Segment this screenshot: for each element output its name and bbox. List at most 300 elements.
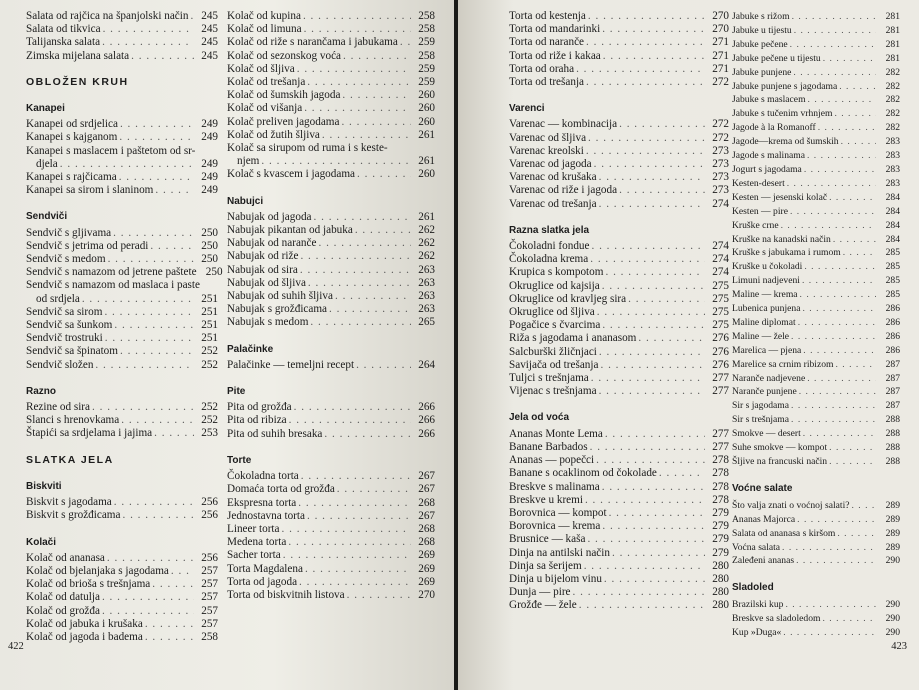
dot-leader bbox=[304, 23, 411, 36]
entry-title: Torta od jagoda bbox=[227, 575, 298, 588]
index-entry bbox=[227, 50, 435, 63]
page-reference: 276 bbox=[712, 345, 729, 358]
entry-title: Nabujak s medom bbox=[227, 316, 309, 329]
dot-leader bbox=[596, 454, 705, 467]
dot-leader bbox=[300, 250, 411, 263]
page-reference: 252 bbox=[201, 401, 218, 414]
entry-title: Salcburški žličnjaci bbox=[509, 345, 597, 358]
page-reference: 271 bbox=[712, 36, 729, 49]
dot-leader bbox=[803, 427, 876, 441]
page-reference: 277 bbox=[712, 440, 729, 453]
dot-leader bbox=[145, 631, 194, 644]
page-reference: 283 bbox=[885, 163, 900, 175]
index-entry bbox=[509, 280, 729, 293]
dot-leader bbox=[790, 205, 876, 219]
page-reference: 258 bbox=[418, 23, 435, 36]
dot-leader bbox=[837, 527, 876, 541]
dot-leader bbox=[782, 541, 876, 555]
dot-leader bbox=[619, 118, 705, 131]
index-entry bbox=[509, 63, 729, 76]
dot-leader bbox=[586, 36, 705, 49]
page-reference: 268 bbox=[418, 496, 435, 509]
index-entry bbox=[26, 605, 218, 618]
index-entry bbox=[732, 219, 900, 233]
dot-leader bbox=[113, 227, 194, 240]
page-reference: 284 bbox=[885, 205, 900, 217]
page-reference: 285 bbox=[885, 261, 900, 273]
entry-title: Kolač s kvascem i jagodama bbox=[227, 168, 355, 181]
page-reference: 289 bbox=[885, 527, 900, 539]
dot-leader bbox=[594, 158, 705, 171]
page-reference: 274 bbox=[712, 240, 729, 253]
entry-title: Pita od ribiza bbox=[227, 414, 287, 427]
entry-title: Borovnica — kompot bbox=[509, 506, 607, 519]
page-reference: 273 bbox=[712, 171, 729, 184]
entry-title: Varenac od krušaka bbox=[509, 171, 597, 184]
index-entry bbox=[509, 36, 729, 49]
dot-leader bbox=[818, 121, 876, 135]
entry-title: Maline — krema bbox=[732, 289, 798, 301]
dot-leader bbox=[781, 219, 876, 233]
page-reference: 252 bbox=[201, 358, 218, 371]
index-entry bbox=[509, 198, 729, 211]
index-entry bbox=[26, 401, 218, 414]
index-entry bbox=[509, 253, 729, 266]
entry-title: Torta od kestenja bbox=[509, 10, 586, 22]
entry-title: Kolač od šumskih jagoda bbox=[227, 89, 341, 102]
entry-title: Kolač od višanja bbox=[227, 102, 303, 115]
dot-leader bbox=[609, 507, 705, 520]
dot-leader bbox=[301, 470, 411, 483]
entry-title: Kup »Duga« bbox=[732, 627, 782, 639]
page-reference: 259 bbox=[418, 76, 435, 89]
page-reference: 263 bbox=[418, 290, 435, 303]
page-reference: 271 bbox=[712, 62, 729, 75]
page-reference: 264 bbox=[418, 358, 435, 371]
index-entry bbox=[227, 428, 435, 441]
entry-title: Varenac od riže i jagoda bbox=[509, 184, 618, 197]
page-reference: 269 bbox=[418, 549, 435, 562]
dot-leader bbox=[600, 359, 705, 372]
page-reference: 257 bbox=[201, 564, 218, 577]
index-entry bbox=[509, 240, 729, 253]
dot-leader bbox=[298, 497, 411, 510]
page-reference: 250 bbox=[205, 266, 223, 279]
dot-leader bbox=[190, 10, 194, 23]
dot-leader bbox=[337, 483, 411, 496]
index-entry bbox=[732, 135, 900, 149]
page-reference: 273 bbox=[712, 144, 729, 157]
dot-leader bbox=[347, 589, 411, 602]
index-entry bbox=[227, 359, 435, 372]
dot-leader bbox=[599, 385, 705, 398]
index-entry bbox=[227, 563, 435, 576]
index-entry bbox=[732, 513, 900, 527]
index-entry bbox=[26, 253, 218, 266]
index-entry bbox=[26, 631, 218, 644]
index-entry bbox=[227, 510, 435, 523]
index-entry bbox=[509, 481, 729, 494]
index-entry bbox=[732, 163, 900, 177]
entry-title: Kolač od sezonskog voća bbox=[227, 49, 342, 62]
entry-title: Torta Magdalena bbox=[227, 562, 303, 575]
dot-leader bbox=[628, 293, 705, 306]
entry-title: Kolač od grožđa bbox=[26, 604, 100, 617]
dot-leader bbox=[588, 10, 705, 23]
index-entry bbox=[26, 50, 218, 63]
entry-title: Krupica s kompotom bbox=[509, 266, 604, 279]
entry-title: Varenac — kombinacija bbox=[509, 118, 618, 131]
dot-leader bbox=[836, 358, 877, 372]
index-entry bbox=[509, 560, 729, 573]
page-reference: 261 bbox=[418, 210, 435, 223]
entry-title: Kolač od žutih šljiva bbox=[227, 128, 320, 141]
index-entry bbox=[26, 145, 218, 171]
section-heading: Sendviči bbox=[26, 211, 68, 223]
entry-title: Jagode—krema od šumskih bbox=[732, 136, 839, 148]
page-reference: 279 bbox=[712, 546, 729, 559]
page-reference: 287 bbox=[885, 358, 900, 370]
page-reference: 283 bbox=[885, 150, 900, 162]
dot-leader bbox=[599, 198, 705, 211]
entry-title: Voćna salata bbox=[732, 541, 781, 553]
page-reference: 277 bbox=[712, 427, 729, 440]
page-reference: 287 bbox=[885, 400, 900, 412]
entry-title: Jabuke pečene bbox=[732, 38, 788, 50]
left-page bbox=[0, 0, 456, 690]
dot-leader bbox=[310, 316, 411, 329]
entry-title: Medena torta bbox=[227, 536, 287, 549]
page-reference: 258 bbox=[418, 49, 435, 62]
index-entry bbox=[732, 288, 900, 302]
dot-leader bbox=[588, 132, 705, 145]
dot-leader bbox=[102, 605, 194, 618]
index-entry bbox=[26, 359, 218, 372]
page-reference: 260 bbox=[418, 168, 435, 181]
page-reference: 259 bbox=[418, 62, 435, 75]
dot-leader bbox=[282, 523, 412, 536]
dot-leader bbox=[579, 599, 705, 612]
page-reference: 281 bbox=[885, 52, 900, 64]
index-entry bbox=[227, 589, 435, 602]
dot-leader bbox=[102, 591, 194, 604]
dot-leader bbox=[586, 145, 705, 158]
index-entry bbox=[509, 23, 729, 36]
page-reference: 277 bbox=[712, 372, 729, 385]
page-reference: 275 bbox=[712, 319, 729, 332]
section-heading: Nabujci bbox=[227, 195, 264, 207]
page-reference: 288 bbox=[885, 442, 900, 454]
dot-leader bbox=[799, 385, 876, 399]
dot-leader bbox=[604, 573, 705, 586]
entry-title: Varenac kreolski bbox=[509, 144, 584, 157]
page-reference: 245 bbox=[201, 36, 218, 49]
page-reference: 251 bbox=[201, 292, 218, 305]
dot-leader bbox=[802, 274, 876, 288]
index-entry bbox=[509, 306, 729, 319]
entry-title: Sendvič s namazom od jetrene paštete bbox=[26, 266, 197, 279]
dot-leader bbox=[638, 332, 705, 345]
page-reference: 272 bbox=[712, 118, 729, 131]
index-entry bbox=[227, 549, 435, 562]
entry-title: Sendvič s jetrima od peradi bbox=[26, 239, 149, 252]
index-entry bbox=[732, 205, 900, 219]
index-entry bbox=[26, 306, 218, 319]
page-reference: 250 bbox=[201, 239, 218, 252]
dot-leader bbox=[114, 496, 194, 509]
section-heading: SLATKA JELA bbox=[26, 453, 114, 466]
entry-title: Torta od riže i kakaa bbox=[509, 49, 601, 62]
entry-title: Čokoladna torta bbox=[227, 470, 299, 483]
page-reference: 270 bbox=[712, 23, 729, 36]
dot-leader bbox=[790, 38, 876, 52]
dot-leader bbox=[804, 260, 876, 274]
section-heading: Torte bbox=[227, 454, 252, 466]
index-column bbox=[26, 10, 223, 644]
entry-title: Sendvič trostruki bbox=[26, 332, 103, 345]
section-heading: Pite bbox=[227, 386, 246, 398]
entry-title: Sir s trešnjama bbox=[732, 414, 790, 426]
page-reference: 275 bbox=[712, 292, 729, 305]
dot-leader bbox=[833, 233, 876, 247]
index-entry bbox=[227, 290, 435, 303]
entry-title: Dinja na antilski način bbox=[509, 546, 610, 559]
index-entry bbox=[26, 496, 218, 509]
page-reference: 285 bbox=[885, 275, 900, 287]
entry-title: Jogurt s jagodama bbox=[732, 163, 802, 175]
entry-title: Banane Barbados bbox=[509, 440, 588, 453]
index-entry bbox=[509, 10, 729, 23]
dot-leader bbox=[605, 428, 705, 441]
entry-title: Varenac od trešanja bbox=[509, 197, 597, 210]
page-reference: 266 bbox=[418, 427, 435, 440]
entry-title: Kesten-desert bbox=[732, 177, 785, 189]
dot-leader bbox=[119, 131, 194, 144]
index-entry bbox=[509, 372, 729, 385]
index-entry bbox=[509, 346, 729, 359]
index-entry bbox=[732, 385, 900, 399]
dot-leader bbox=[787, 177, 876, 191]
entry-title: Nabujak od riže bbox=[227, 250, 299, 263]
index-entry bbox=[732, 149, 900, 163]
page-reference: 280 bbox=[712, 572, 729, 585]
page-reference: 287 bbox=[885, 386, 900, 398]
index-entry bbox=[26, 23, 218, 36]
dot-leader bbox=[791, 399, 876, 413]
index-entry bbox=[732, 260, 900, 274]
entry-title: Okruglice od šljiva bbox=[509, 306, 595, 319]
entry-title: Kruške na kanadski način bbox=[732, 233, 831, 245]
page-reference: 287 bbox=[885, 372, 900, 384]
page-reference: 245 bbox=[201, 10, 218, 22]
dot-leader bbox=[602, 23, 705, 36]
index-entry bbox=[509, 132, 729, 145]
dot-leader bbox=[791, 330, 876, 344]
page-reference: 282 bbox=[885, 94, 900, 106]
entry-title: Nabujak od jagoda bbox=[227, 210, 312, 223]
index-entry bbox=[509, 428, 729, 441]
index-entry bbox=[26, 618, 218, 631]
dot-leader bbox=[602, 319, 705, 332]
page-reference: 270 bbox=[418, 588, 435, 601]
page-reference: 286 bbox=[885, 344, 900, 356]
entry-title: Zaleđeni ananas bbox=[732, 555, 795, 567]
dot-leader bbox=[822, 612, 876, 626]
entry-title: Savijača od trešanja bbox=[509, 358, 599, 371]
dot-leader bbox=[299, 576, 411, 589]
entry-title: Nabujak od suhih šljiva bbox=[227, 290, 333, 303]
entry-title: Riža s jagodama i ananasom bbox=[509, 332, 637, 345]
page-reference: 257 bbox=[201, 591, 218, 604]
index-entry bbox=[509, 266, 729, 279]
page-reference: 260 bbox=[418, 115, 435, 128]
entry-title: Banane s ocaklinom od čokolade bbox=[509, 467, 657, 480]
index-entry bbox=[26, 266, 223, 279]
index-entry bbox=[509, 171, 729, 184]
index-entry bbox=[732, 233, 900, 247]
index-entry bbox=[227, 36, 435, 49]
entry-title: Domaća torta od grožđa bbox=[227, 483, 335, 496]
page-reference: 262 bbox=[418, 237, 435, 250]
page-reference: 257 bbox=[201, 604, 218, 617]
page-reference: 284 bbox=[885, 219, 900, 231]
page-reference: 269 bbox=[418, 562, 435, 575]
entry-title: Ananas Majorca bbox=[732, 513, 796, 525]
page-reference: 282 bbox=[885, 80, 900, 92]
dot-leader bbox=[152, 578, 194, 591]
entry-title: Pita od suhih bresaka bbox=[227, 427, 323, 440]
page-reference: 267 bbox=[418, 470, 435, 483]
entry-title: Zimska mijelana salata bbox=[26, 49, 130, 62]
index-column bbox=[509, 10, 729, 613]
page-reference: 256 bbox=[201, 509, 218, 522]
dot-leader bbox=[659, 467, 705, 480]
dot-leader bbox=[104, 306, 194, 319]
index-entry bbox=[732, 107, 900, 121]
section-heading: Razno bbox=[26, 385, 56, 397]
page-reference: 256 bbox=[201, 551, 218, 564]
index-entry bbox=[26, 240, 218, 253]
entry-title: Što valja znati o voćnoj salati? bbox=[732, 499, 850, 511]
section-heading: Varenci bbox=[509, 103, 545, 115]
index-entry bbox=[26, 184, 218, 197]
dot-leader bbox=[823, 52, 876, 66]
entry-title: Marelica — pjena bbox=[732, 344, 802, 356]
entry-title: Kruške s jabukama i rumom bbox=[732, 247, 841, 259]
entry-title: Grožđe — žele bbox=[509, 599, 577, 612]
entry-title: Kolač od bjelanjaka s jagodama bbox=[26, 564, 169, 577]
index-entry bbox=[509, 359, 729, 372]
page-number: 423 bbox=[891, 641, 907, 652]
page-reference: 289 bbox=[885, 541, 900, 553]
index-entry bbox=[509, 441, 729, 454]
entry-title: Salata od ananasa s kiršom bbox=[732, 527, 836, 539]
dot-leader bbox=[304, 102, 411, 115]
index-entry bbox=[732, 372, 900, 386]
dot-leader bbox=[590, 253, 705, 266]
entry-title: Torta od naranče bbox=[509, 36, 585, 49]
dot-leader bbox=[585, 494, 705, 507]
dot-leader bbox=[591, 372, 705, 385]
dot-leader bbox=[288, 536, 411, 549]
entry-title: Kanapei s rajčicama bbox=[26, 171, 117, 184]
page-reference: 286 bbox=[885, 316, 900, 328]
entry-title-continuation: od srdjela bbox=[36, 292, 80, 305]
dot-leader bbox=[602, 481, 705, 494]
dot-leader bbox=[829, 455, 876, 469]
index-entry bbox=[227, 303, 435, 316]
entry-title: Čokoladna krema bbox=[509, 253, 589, 266]
index-entry bbox=[227, 470, 435, 483]
dot-leader bbox=[793, 66, 876, 80]
dot-leader bbox=[599, 346, 705, 359]
entry-title: Nabujak od sira bbox=[227, 263, 298, 276]
dot-leader bbox=[792, 10, 876, 24]
index-entry bbox=[509, 547, 729, 560]
page-reference: 270 bbox=[712, 10, 729, 22]
section-heading: Voćne salate bbox=[732, 482, 793, 494]
index-entry bbox=[732, 302, 900, 316]
page-reference: 288 bbox=[885, 428, 900, 440]
index-entry bbox=[26, 36, 218, 49]
page-reference: 260 bbox=[418, 102, 435, 115]
section-heading: OBLOŽEN KRUH bbox=[26, 75, 129, 88]
page-reference: 285 bbox=[885, 289, 900, 301]
page-reference: 281 bbox=[885, 24, 900, 36]
index-entry bbox=[732, 344, 900, 358]
page-reference: 281 bbox=[885, 38, 900, 50]
entry-title: Suhe smokve — kompot bbox=[732, 442, 828, 454]
entry-title: Salata od rajčica na španjolski način bbox=[26, 10, 189, 22]
dot-leader bbox=[300, 264, 411, 277]
page-reference: 288 bbox=[885, 414, 900, 426]
dot-leader bbox=[145, 618, 194, 631]
dot-leader bbox=[573, 586, 705, 599]
entry-title: Torta od mandarinki bbox=[509, 23, 601, 36]
dot-leader bbox=[150, 240, 194, 253]
page-reference: 267 bbox=[418, 483, 435, 496]
entry-title: Jednostavna torta bbox=[227, 509, 305, 522]
page-reference: 289 bbox=[885, 513, 900, 525]
section-heading: Palačinke bbox=[227, 343, 274, 355]
index-entry bbox=[227, 211, 435, 224]
dot-leader bbox=[796, 554, 876, 568]
index-entry bbox=[732, 93, 900, 107]
page-reference: 245 bbox=[201, 23, 218, 36]
index-entry bbox=[732, 66, 900, 80]
dot-leader bbox=[121, 414, 194, 427]
entry-title: Sendvič s medom bbox=[26, 253, 106, 266]
dot-leader bbox=[602, 520, 705, 533]
dot-leader bbox=[803, 344, 876, 358]
page-reference: 253 bbox=[201, 427, 218, 440]
index-entry bbox=[732, 612, 900, 626]
dot-leader bbox=[102, 36, 194, 49]
dot-leader bbox=[357, 168, 411, 181]
page-reference: 269 bbox=[418, 575, 435, 588]
page-reference: 284 bbox=[885, 233, 900, 245]
page-reference: 288 bbox=[885, 456, 900, 467]
index-entry bbox=[509, 533, 729, 546]
index-entry bbox=[227, 237, 435, 250]
index-entry bbox=[732, 246, 900, 260]
page-reference: 265 bbox=[418, 316, 435, 329]
entry-title-continuation: djela bbox=[36, 157, 58, 170]
index-entry bbox=[732, 330, 900, 344]
entry-title: Breskve sa sladoledom bbox=[732, 613, 821, 625]
dot-leader bbox=[355, 224, 411, 237]
index-entry bbox=[509, 467, 729, 480]
